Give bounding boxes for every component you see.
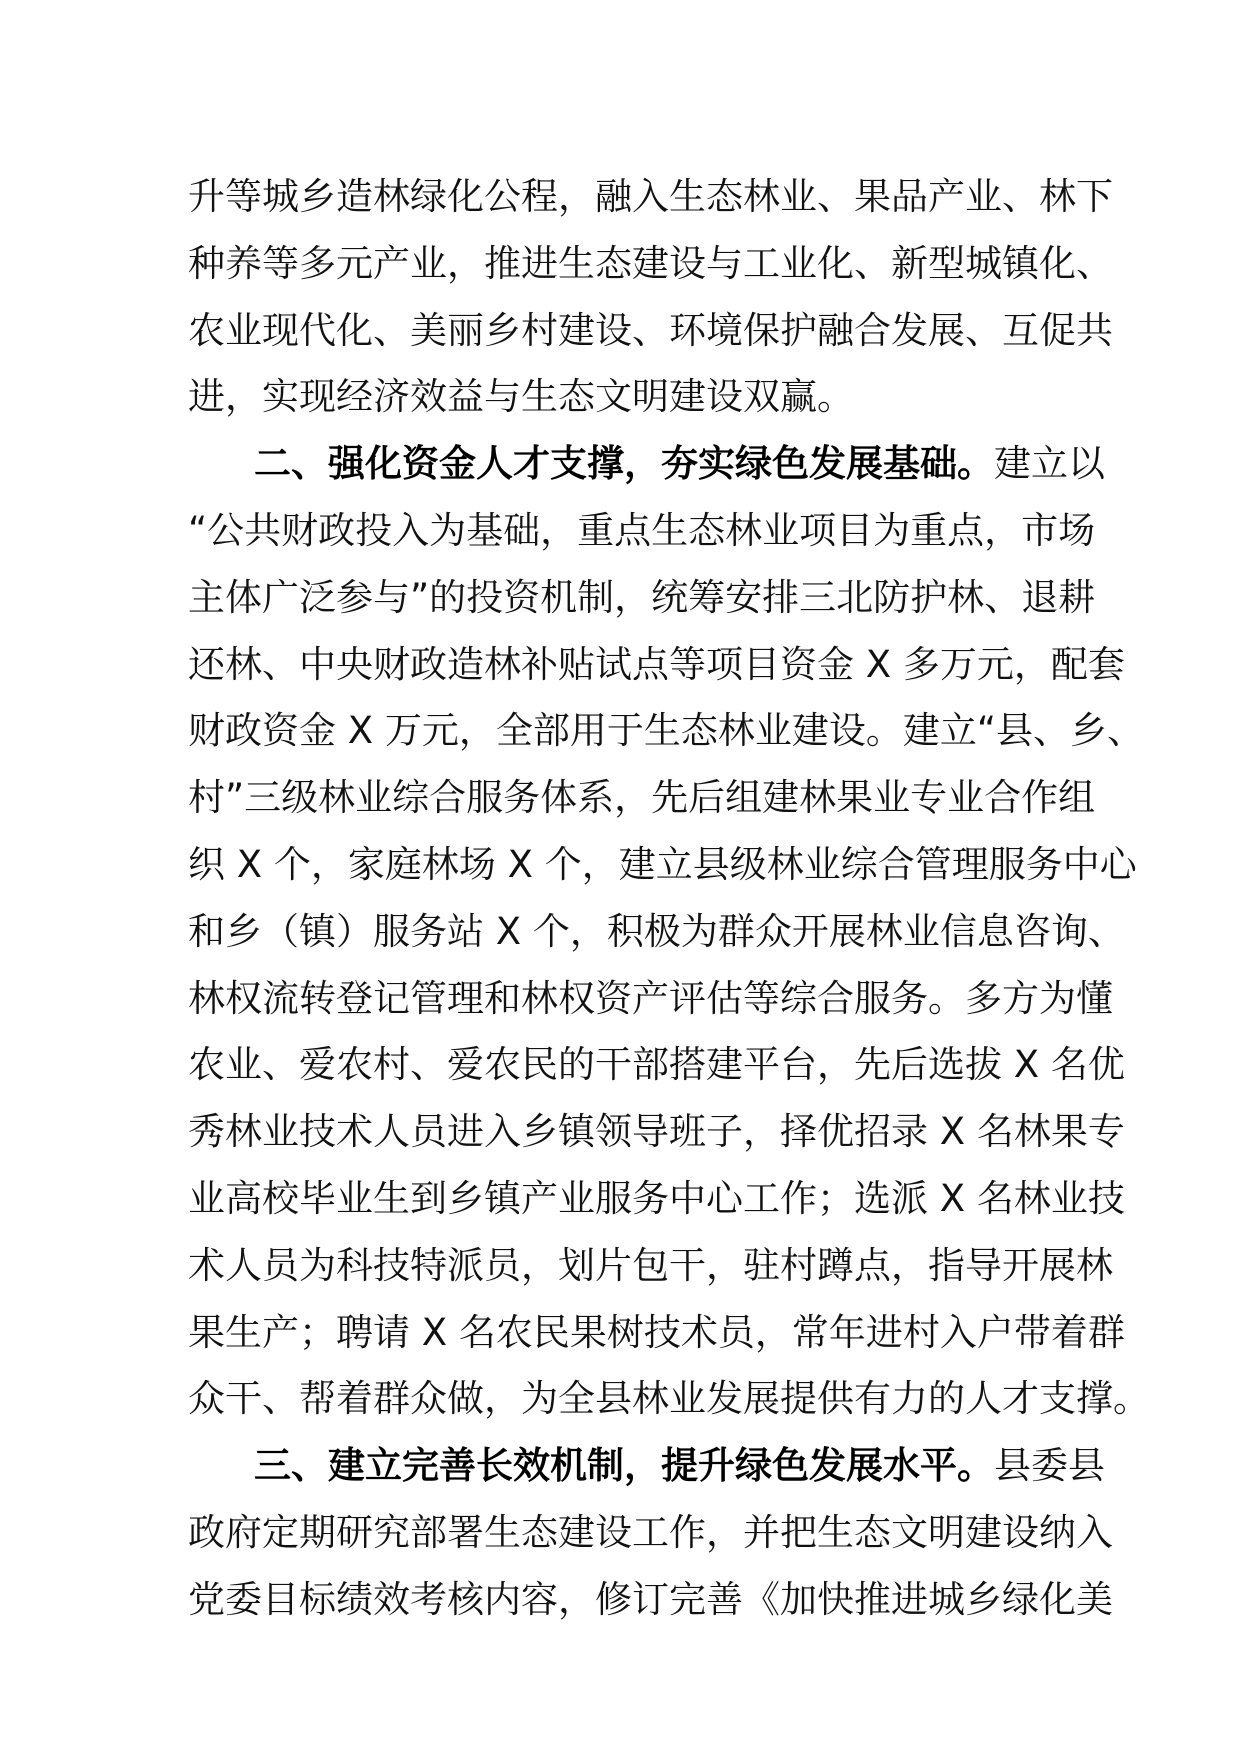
section-heading-3: 三、建立完善长效机制，提升绿色发展水平。 [254, 1444, 994, 1488]
paragraph-line: 秀林业技术人员进入乡镇领导班子，择优招录 X 名林果专 [188, 1110, 1125, 1154]
paragraph-line: 众干、帮着群众做，为全县林业发展提供有力的人才支撑。 [188, 1377, 1150, 1421]
paragraph-line: 种养等多元产业，推进生态建设与工业化、新型城镇化、 [188, 241, 1113, 285]
paragraph-line: “公共财政投入为基础，重点生态林业项目为重点，市场 [188, 508, 1096, 552]
paragraph-line: 农业、爱农村、爱农民的干部搭建平台，先后选拔 X 名优 [188, 1043, 1125, 1087]
paragraph-line: 升等城乡造林绿化公程，融入生态林业、果品产业、林下 [188, 175, 1113, 218]
paragraph-line: 财政资金 X 万元，全部用于生态林业建设。建立“县、乡、 [188, 709, 1145, 753]
paragraph-line: 和乡（镇）服务站 X 个，积极为群众开展林业信息咨询、 [188, 909, 1125, 953]
paragraph-line: 村”三级林业综合服务体系，先后组建林果业专业合作组 [188, 776, 1096, 820]
paragraph-2 [188, 431, 1150, 1433]
paragraph-line: 政府定期研究部署生态建设工作，并把生态文明建设纳入 [188, 1510, 1113, 1554]
paragraph-line: 主体广泛参与”的投资机制，统筹安排三北防护林、退耕 [188, 575, 1096, 619]
paragraph-lead-text: 建立以 [994, 442, 1105, 486]
section-heading-2: 二、强化资金人才支撑，夯实绿色发展基础。 [254, 442, 994, 486]
document-body [188, 164, 1150, 1634]
paragraph-line: 进，实现经济效益与生态文明建设双赢。 [188, 375, 854, 419]
paragraph-line: 业高校毕业生到乡镇产业服务中心工作；选派 X 名林业技 [188, 1176, 1125, 1220]
paragraph-line: 农业现代化、美丽乡村建设、环境保护融合发展、互促共 [188, 308, 1113, 352]
paragraph-line: 术人员为科技特派员，划片包干，驻村蹲点，指导开展林 [188, 1243, 1113, 1287]
paragraph-1 [188, 164, 1113, 431]
paragraph-line: 党委目标绩效考核内容，修订完善《加快推进城乡绿化美 [188, 1577, 1113, 1621]
paragraph-line: 织 X 个，家庭林场 X 个，建立县级林业综合管理服务中心 [188, 842, 1137, 886]
paragraph-first-line [188, 431, 1105, 498]
paragraph-line: 还林、中央财政造林补贴试点等项目资金 X 多万元，配套 [188, 642, 1125, 686]
paragraph-lead-text: 县委县 [994, 1444, 1105, 1488]
paragraph-line: 果生产；聘请 X 名农民果树技术员，常年进村入户带着群 [188, 1310, 1125, 1354]
paragraph-3 [188, 1433, 1113, 1633]
paragraph-line: 林权流转登记管理和林权资产评估等综合服务。多方为懂 [188, 976, 1113, 1020]
paragraph-first-line [188, 1433, 1105, 1500]
